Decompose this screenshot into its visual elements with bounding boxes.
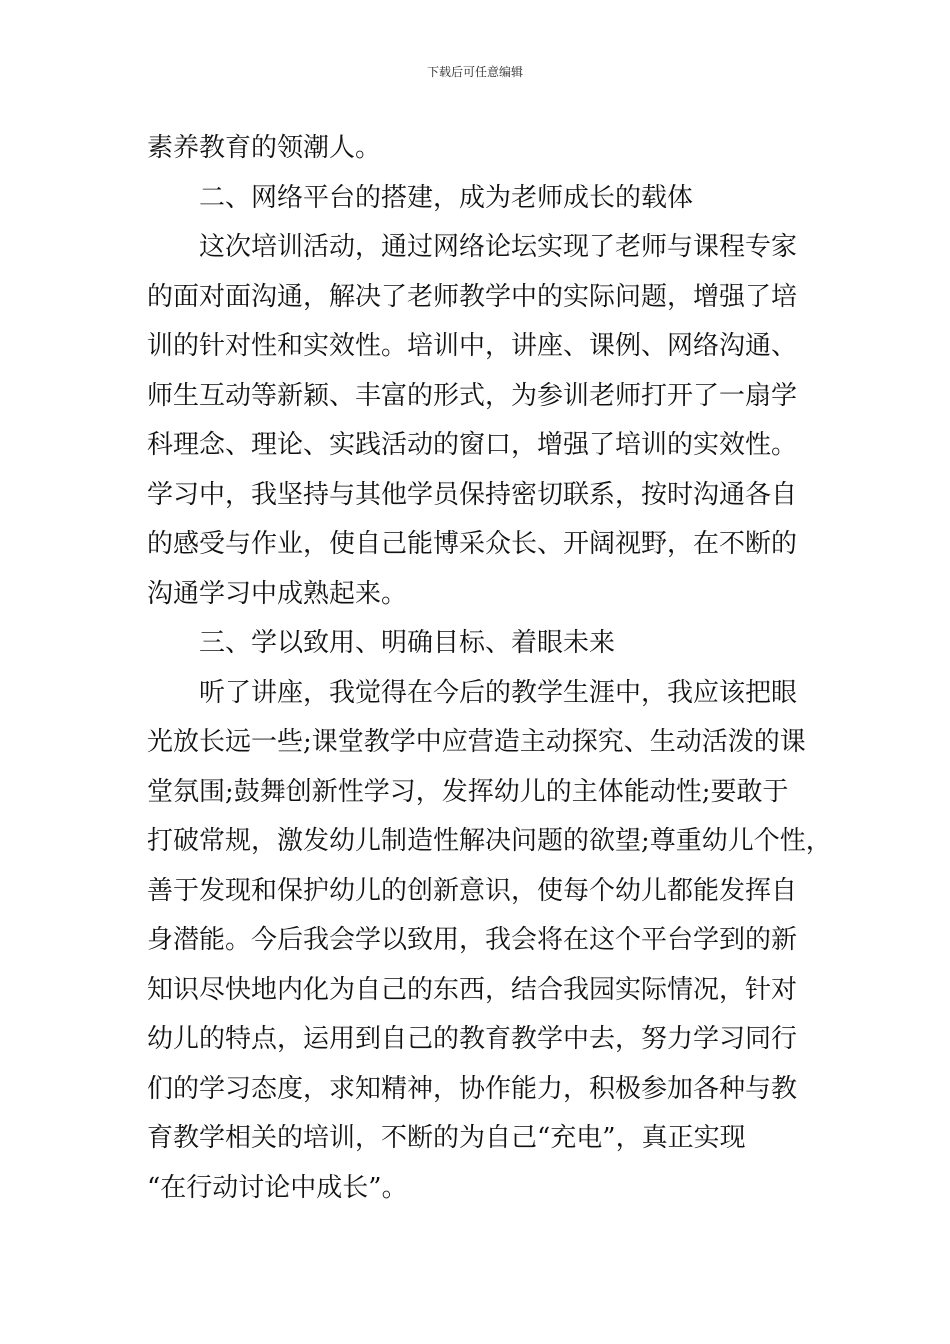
text-line-1: 素养教育的领潮人。 [147,133,382,163]
text-line-14: 堂氛围;鼓舞创新性学习，发挥幼儿的主体能动性;要敢于 [147,776,789,807]
section-heading-3: 三、学以致用、明确目标、着眼未来 [199,628,616,658]
text-line-17: 身潜能。今后我会学以致用，我会将在这个平台学到的新 [147,925,798,955]
text-line-22: “在行动讨论中成长”。 [147,1172,408,1203]
text-line-6: 师生互动等新颖、丰富的形式，为参训老师打开了一扇学 [147,380,798,411]
text-line-21: 育教学相关的培训，不断的为自己“充电”，真正实现 [147,1123,746,1153]
text-line-7: 科理念、理论、实践活动的窗口，增强了培训的实效性。 [147,430,798,460]
text-line-5: 训的针对性和实效性。培训中，讲座、课例、网络沟通、 [147,331,798,361]
text-line-12: 听了讲座，我觉得在今后的教学生涯中，我应该把眼 [199,677,798,708]
text-line-20: 们的学习态度，求知精神，协作能力，积极参加各种与教 [147,1073,798,1104]
page-header: 下载后可任意编辑 [426,65,523,79]
text-line-15: 打破常规，激发幼儿制造性解决问题的欲望;尊重幼儿个性， [147,826,832,856]
text-line-10: 沟通学习中成熟起来。 [147,578,408,609]
text-line-19: 幼儿的特点，运用到自己的教育教学中去，努力学习同行 [147,1024,798,1054]
text-line-16: 善于发现和保护幼儿的创新意识，使每个幼儿都能发挥自 [147,875,798,906]
text-line-13: 光放长远一些;课堂教学中应营造主动探究、生动活泼的课 [147,727,806,757]
document-body [147,124,832,1213]
text-line-18: 知识尽快地内化为自己的东西，结合我园实际情况，针对 [147,974,798,1005]
text-line-8: 学习中，我坚持与其他学员保持密切联系，按时沟通各自 [147,479,798,510]
text-line-4: 的面对面沟通，解决了老师教学中的实际问题，增强了培 [147,281,798,312]
text-line-9: 的感受与作业，使自己能博采众长、开阔视野，在不断的 [147,529,798,559]
section-heading-2: 二、网络平台的搭建，成为老师成长的载体 [199,182,694,213]
text-line-3: 这次培训活动，通过网络论坛实现了老师与课程专家 [199,232,798,262]
